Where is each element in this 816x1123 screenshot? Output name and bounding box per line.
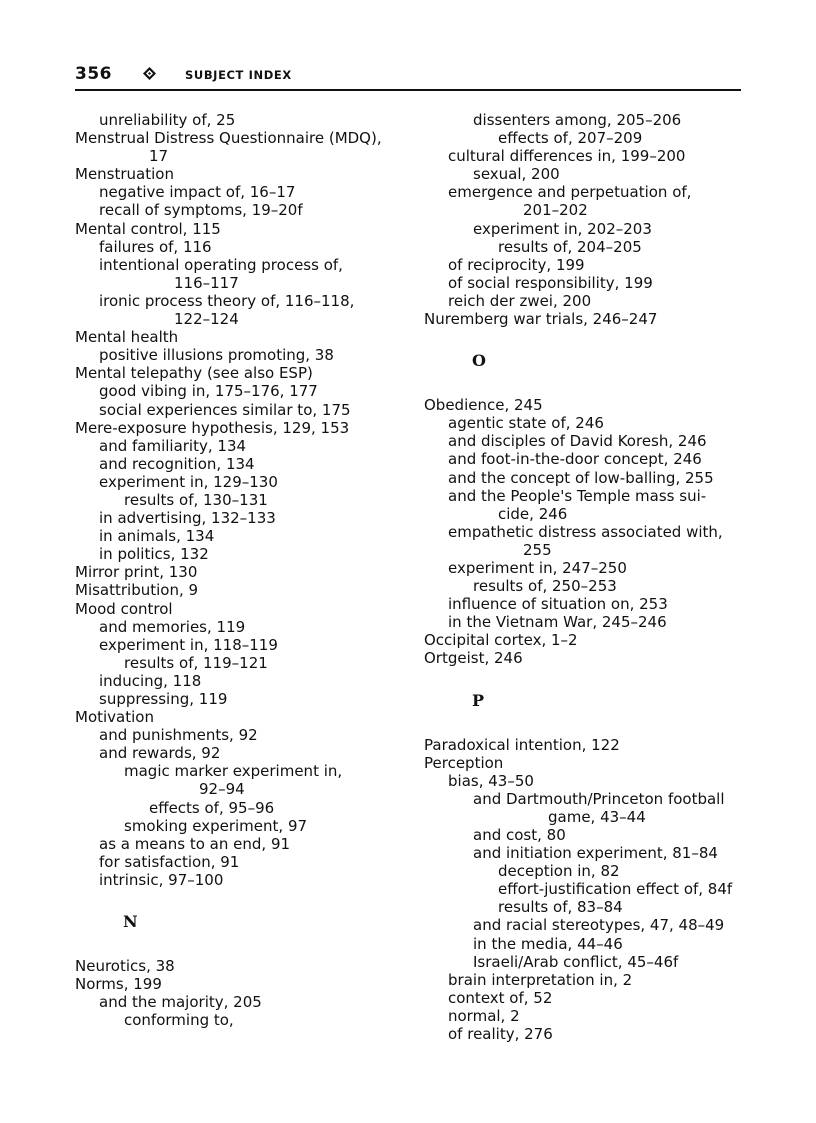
index-entry: Obedience, 245 bbox=[424, 396, 543, 415]
index-entry: social experiences similar to, 175 bbox=[99, 400, 351, 419]
index-entry: brain interpretation in, 2 bbox=[448, 970, 633, 989]
index-entry: and memories, 119 bbox=[99, 617, 246, 636]
index-entry: in the media, 44–46 bbox=[473, 934, 623, 953]
index-entry: results of, 204–205 bbox=[498, 237, 642, 256]
index-entry: and familiarity, 134 bbox=[99, 436, 247, 455]
index-entry: and cost, 80 bbox=[473, 826, 566, 844]
index-entry: failures of, 116 bbox=[99, 237, 212, 256]
index-entry: context of, 52 bbox=[448, 988, 553, 1007]
index-entry: results of, 130–131 bbox=[124, 490, 268, 509]
index-entry: effects of, 207–209 bbox=[498, 129, 643, 148]
running-head: SUBJECT INDEX bbox=[185, 68, 292, 82]
index-entry-continuation: game, 43–44 bbox=[548, 807, 646, 826]
diamond-ornament-icon bbox=[143, 67, 156, 80]
index-entry: emergence and perpetuation of, bbox=[448, 183, 692, 202]
index-entry: Menstruation bbox=[75, 165, 174, 184]
index-entry: Perception bbox=[424, 753, 504, 772]
index-entry: of reality, 276 bbox=[448, 1025, 553, 1044]
index-entry: and the People's Temple mass sui- bbox=[448, 486, 707, 505]
index-entry: and punishments, 92 bbox=[99, 726, 258, 745]
index-entry: and initiation experiment, 81–84 bbox=[473, 844, 718, 863]
index-entry: and recognition, 134 bbox=[99, 454, 255, 473]
index-entry: of reciprocity, 199 bbox=[448, 255, 585, 274]
index-entry-continuation: 201–202 bbox=[523, 201, 588, 220]
index-entry: Norms, 199 bbox=[75, 975, 162, 994]
header-rule bbox=[75, 89, 741, 91]
index-entry: Motivation bbox=[75, 708, 154, 727]
index-entry: Mental health bbox=[75, 328, 179, 347]
index-entry: Occipital cortex, 1–2 bbox=[424, 631, 578, 650]
index-entry: empathetic distress associated with, bbox=[448, 522, 723, 541]
index-entry: Israeli/Arab conflict, 45–46f bbox=[473, 952, 679, 971]
index-entry: in animals, 134 bbox=[99, 527, 215, 546]
index-entry: and foot-in-the-door concept, 246 bbox=[448, 450, 702, 469]
index-entry: negative impact of, 16–17 bbox=[99, 183, 296, 202]
index-entry: and Dartmouth/Princeton football bbox=[473, 789, 725, 808]
index-entry: Mere-exposure hypothesis, 129, 153 bbox=[75, 418, 350, 437]
index-entry: good vibing in, 175–176, 177 bbox=[99, 382, 318, 401]
index-entry: dissenters among, 205–206 bbox=[473, 111, 682, 129]
index-entry: normal, 2 bbox=[448, 1006, 520, 1025]
index-entry: influence of situation on, 253 bbox=[448, 595, 668, 614]
index-entry: experiment in, 129–130 bbox=[99, 472, 278, 491]
index-entry: positive illusions promoting, 38 bbox=[99, 346, 334, 365]
index-entry: Mirror print, 130 bbox=[75, 563, 198, 582]
index-entry: results of, 250–253 bbox=[473, 577, 617, 596]
index-entry: in advertising, 132–133 bbox=[99, 509, 276, 528]
index-entry-continuation: 116–117 bbox=[174, 273, 239, 292]
index-entry: experiment in, 118–119 bbox=[99, 635, 278, 654]
index-entry: Mental telepathy (see also ESP) bbox=[75, 364, 313, 383]
index-entry: conforming to, bbox=[124, 1011, 234, 1030]
index-entry-continuation: 255 bbox=[523, 540, 552, 559]
index-entry: effort-justification effect of, 84f bbox=[498, 880, 733, 899]
index-entry: suppressing, 119 bbox=[99, 690, 228, 708]
index-entry: Ortgeist, 246 bbox=[424, 649, 523, 668]
index-entry-continuation: 17 bbox=[149, 147, 169, 166]
index-entry: magic marker experiment in, bbox=[124, 762, 343, 781]
index-entry: of social responsibility, 199 bbox=[448, 273, 653, 292]
index-entry: experiment in, 202–203 bbox=[473, 219, 652, 238]
page-header bbox=[75, 64, 741, 86]
index-column-right bbox=[424, 111, 764, 1043]
index-entry: and the concept of low-balling, 255 bbox=[448, 468, 714, 487]
index-entry: reich der zwei, 200 bbox=[448, 291, 592, 310]
index-entry: recall of symptoms, 19–20f bbox=[99, 201, 303, 220]
index-entry: unreliability of, 25 bbox=[99, 111, 236, 129]
index-entry-continuation: cide, 246 bbox=[498, 504, 568, 523]
index-entry: intrinsic, 97–100 bbox=[99, 870, 224, 889]
index-entry: smoking experiment, 97 bbox=[124, 816, 308, 835]
page-number: 356 bbox=[75, 64, 112, 84]
index-entry: Mood control bbox=[75, 599, 173, 618]
index-entry: effects of, 95–96 bbox=[149, 798, 275, 817]
index-entry: ironic process theory of, 116–118, bbox=[99, 291, 355, 310]
index-entry: Paradoxical intention, 122 bbox=[424, 735, 620, 754]
index-entry: as a means to an end, 91 bbox=[99, 834, 291, 853]
index-entry: deception in, 82 bbox=[498, 862, 620, 881]
section-letter-heading: P bbox=[472, 690, 485, 710]
index-entry: sexual, 200 bbox=[473, 165, 560, 184]
index-entry-continuation: 122–124 bbox=[174, 310, 239, 329]
index-entry: for satisfaction, 91 bbox=[99, 852, 240, 871]
index-entry-continuation: 92–94 bbox=[199, 780, 245, 799]
index-entry: Menstrual Distress Questionnaire (MDQ), bbox=[75, 129, 382, 148]
index-entry: results of, 83–84 bbox=[498, 898, 623, 917]
index-entry: and the majority, 205 bbox=[99, 993, 262, 1012]
index-entry: Mental control, 115 bbox=[75, 219, 221, 238]
index-entry: cultural differences in, 199–200 bbox=[448, 147, 686, 166]
index-entry: and disciples of David Koresh, 246 bbox=[448, 432, 707, 451]
index-entry: experiment in, 247–250 bbox=[448, 558, 627, 577]
index-entry: Neurotics, 38 bbox=[75, 957, 175, 976]
index-entry: Misattribution, 9 bbox=[75, 581, 199, 600]
index-entry: intentional operating process of, bbox=[99, 255, 343, 274]
index-entry: and racial stereotypes, 47, 48–49 bbox=[473, 916, 725, 935]
index-entry: and rewards, 92 bbox=[99, 744, 221, 763]
index-entry: in politics, 132 bbox=[99, 545, 209, 564]
section-letter-heading: N bbox=[123, 912, 138, 932]
section-letter-heading: O bbox=[472, 351, 486, 371]
index-entry: results of, 119–121 bbox=[124, 653, 268, 672]
index-entry: inducing, 118 bbox=[99, 671, 202, 690]
index-entry: agentic state of, 246 bbox=[448, 414, 604, 433]
index-entry: Nuremberg war trials, 246–247 bbox=[424, 310, 658, 329]
index-entry: bias, 43–50 bbox=[448, 771, 534, 790]
index-entry: in the Vietnam War, 245–246 bbox=[448, 613, 667, 632]
index-column-left bbox=[75, 111, 415, 1029]
